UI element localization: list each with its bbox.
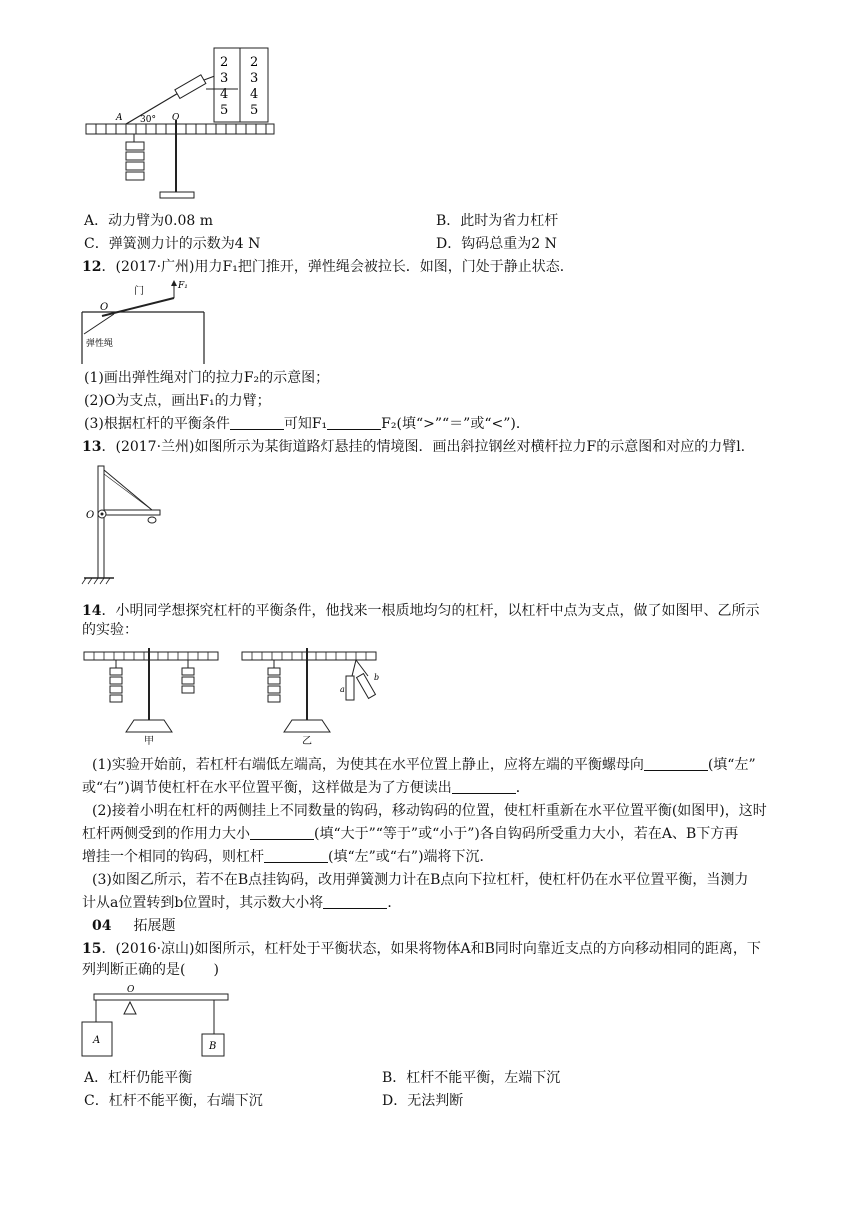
q12-sub3: (3)根据杠杆的平衡条件 可知F₁ F₂(填“>”“＝”或“<”)． (84, 416, 530, 432)
q14-blank-1[interactable] (644, 756, 708, 771)
q12-stem-text: ．(2017·广州)用力F₁把门推开，弹性绳会被拉长．如图，门处于静止状态． (101, 259, 574, 275)
q15-lever-figure (80, 984, 240, 1064)
q14-blank-5[interactable] (323, 894, 387, 909)
q11-scale-4-left: 4 (220, 87, 229, 102)
q14-stem-line1: 14．小明同学想探究杠杆的平衡条件，他找来一根质地均匀的杠杆，以杠杆中点为支点，做了如图甲、乙所示 (82, 603, 760, 619)
q11-label-A: A (116, 113, 123, 123)
q11-scale-3-right: 3 (250, 71, 259, 86)
q15-number: 15 (82, 941, 102, 957)
q14-stem-line2: 的实验： (82, 622, 138, 638)
q14-s3-line2: 计从a位置转到b位置时，其示数大小将 ． (82, 895, 402, 911)
q14-s2-line1: (2)接着小明在杠杆的两侧挂上不同数量的钩码，移动钩码的位置，使杠杆重新在水平位置平衡(如图甲)，这时 (92, 803, 767, 819)
q11-angle-label: 30° (140, 115, 156, 125)
q15-label-B: B (209, 1041, 217, 1052)
q11-option-d: D．钩码总重为2 N (436, 236, 557, 252)
q15-stem-line1: 15．(2016·凉山)如图所示，杠杆处于平衡状态，如果将物体A和B同时向靠近支点的方向移动相同的距离，下 (82, 941, 761, 957)
q14-figure-jia (82, 646, 222, 746)
q15-option-a: A．杠杆仍能平衡 (84, 1070, 193, 1086)
q12-number: 12 (82, 259, 102, 275)
q11-option-a: A．动力臂为0.08 m (84, 213, 214, 229)
q14-s2-line2: 杠杆两侧受到的作用力大小 (填“大于”“等于”或“小于”)各自钩码所受重力大小，若在A、B下方再 (82, 826, 739, 842)
q15-option-c: C．杠杆不能平衡，右端下沉 (84, 1093, 263, 1109)
q13-label-O: O (86, 510, 95, 521)
q14-blank-3[interactable] (250, 825, 314, 840)
q11-scale-5-right: 5 (250, 103, 259, 118)
q11-scale-3-left: 3 (220, 71, 229, 86)
q15-stem-line2: 列判断正确的是( ) (82, 962, 219, 978)
section-04-heading: 04 拓展题 (92, 918, 176, 934)
q15-option-b: B．杠杆不能平衡，左端下沉 (382, 1070, 561, 1086)
q14-blank-2[interactable] (452, 779, 516, 794)
q14-label-b: b (374, 673, 380, 682)
q14-s1-line2: 或“右”)调节使杠杆在水平位置平衡，这样做是为了方便读出 ． (82, 780, 530, 796)
q12-blank-1[interactable] (230, 415, 284, 430)
q15-label-A: A (93, 1035, 101, 1046)
q13-number: 13 (82, 439, 102, 455)
q12-sub2: (2)O为支点，画出F₁的力臂； (84, 393, 271, 409)
q12-stem (82, 257, 574, 277)
q13-stem-text: ．(2017·兰州)如图所示为某街道路灯悬挂的情境图．画出斜拉钢丝对横杆拉力F的示意图和对应的力臂l. (101, 439, 746, 455)
q11-option-b: B．此时为省力杠杆 (436, 213, 559, 229)
q11-lever-figure (80, 44, 280, 204)
q15-label-O: O (127, 985, 135, 995)
q14-s2-line3: 增挂一个相同的钩码，则杠杆 (填“左”或“右”)端将下沉． (82, 849, 494, 865)
q15-option-d: D．无法判断 (382, 1093, 464, 1109)
q13-stem (82, 437, 745, 457)
q11-label-O: O (172, 113, 180, 123)
q11-scale-4-right: 4 (250, 87, 259, 102)
q12-door-figure (80, 278, 210, 368)
q11-scale-5-left: 5 (220, 103, 229, 118)
q12-label-rope: 弹性绳 (86, 339, 114, 349)
q12-sub1: (1)画出弹性绳对门的拉力F₂的示意图； (84, 370, 330, 386)
q12-label-F1: F₁ (178, 281, 188, 291)
q12-label-door: 门 (134, 286, 144, 297)
q11-scale-2-right: 2 (250, 55, 259, 70)
q14-label-a: a (340, 685, 345, 694)
q11-option-c: C．弹簧测力计的示数为4 N (84, 236, 261, 252)
q14-number: 14 (82, 603, 102, 619)
q14-s3-line1: (3)如图乙所示，若不在B点挂钩码，改用弹簧测力计在B点向下拉杠杆，使杠杆仍在水平位置平衡，当测力 (92, 872, 749, 888)
q14-figure-yi (240, 646, 386, 746)
q13-streetlight-figure (80, 460, 180, 590)
q14-label-yi: 乙 (302, 736, 312, 746)
q11-scale-2-left: 2 (220, 55, 229, 70)
q12-blank-2[interactable] (327, 415, 381, 430)
q14-label-jia: 甲 (144, 736, 154, 746)
q14-blank-4[interactable] (264, 848, 328, 863)
q12-label-O: O (100, 302, 109, 313)
q14-s1-line1: (1)实验开始前，若杠杆右端低左端高，为使其在水平位置上静止，应将左端的平衡螺母向 (填“左” (92, 757, 756, 773)
